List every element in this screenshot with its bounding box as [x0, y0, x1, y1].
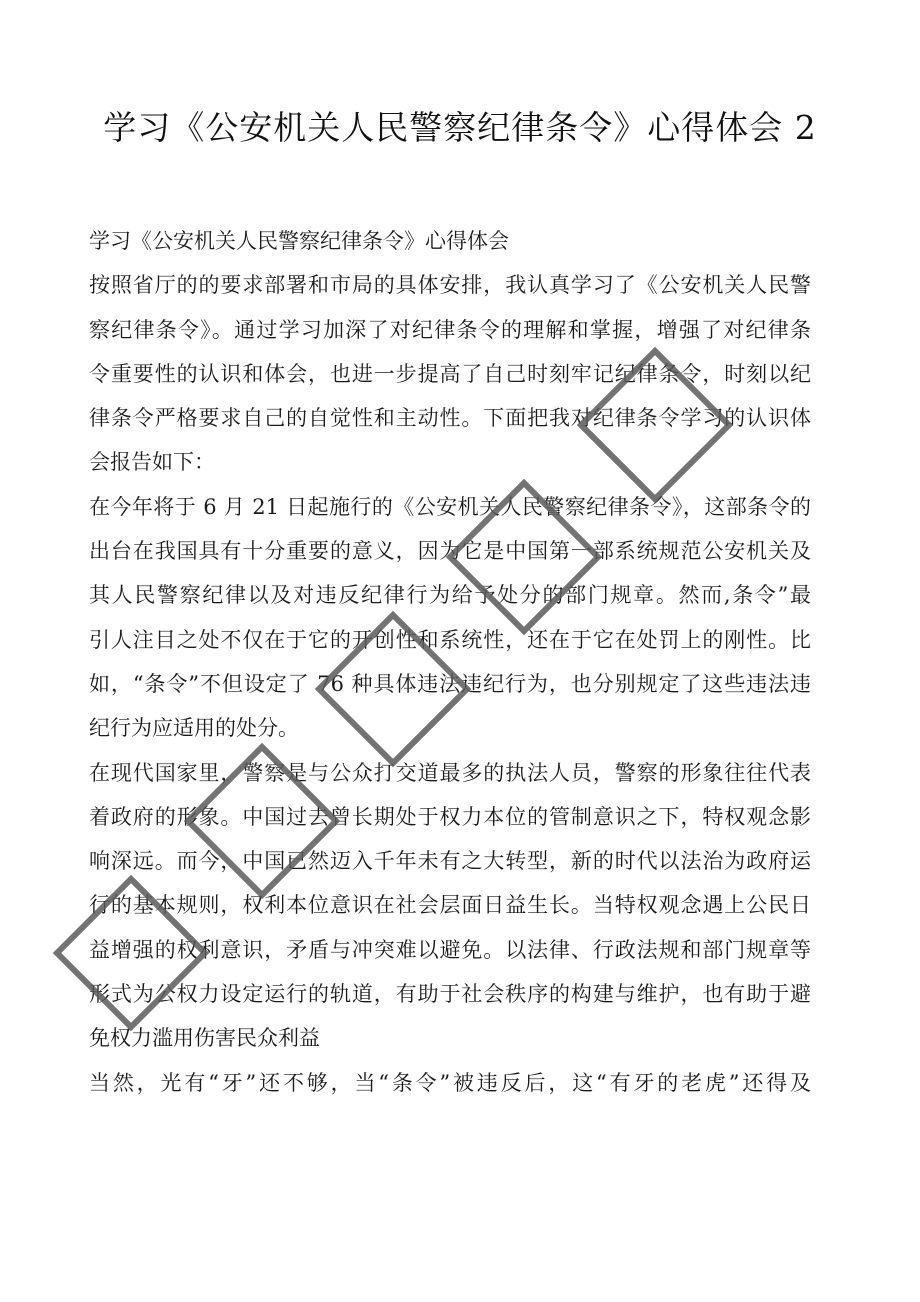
paragraph-line: 律条令严格要求自己的自觉性和主动性。下面把我对纪律条令学习的认识体 — [89, 406, 811, 431]
paragraph-line: 引人注目之处不仅在于它的开创性和系统性，还在于它在处罚上的刚性。比 — [89, 627, 811, 652]
paragraph-line: 察纪律条令》。通过学习加深了对纪律条令的理解和掌握，增强了对纪律条 — [89, 317, 811, 342]
paragraph-line: 行的基本规则，权利本位意识在社会层面日益生长。当特权观念遇上公民日 — [89, 893, 811, 918]
paragraph-line: 响深远。而今，中国已然迈入千年未有之大转型，新的时代以法治为政府运 — [89, 849, 811, 874]
paragraph-line: 出台在我国具有十分重要的意义，因为它是中国第一部系统规范公安机关及 — [89, 539, 811, 564]
paragraph-line: 当然，光有“牙”还不够，当“条令”被违反后，这“有牙的老虎”还得及 — [89, 1070, 811, 1095]
paragraph-line: 令重要性的认识和体会，也进一步提高了自己时刻牢记纪律条令，时刻以纪 — [89, 361, 811, 386]
paragraph-line: 纪行为应适用的处分。 — [89, 716, 299, 741]
document-body — [89, 219, 811, 1105]
paragraph-line: 如，“条令”不但设定了 76 种具体违法违纪行为，也分别规定了这些违法违 — [89, 671, 811, 696]
paragraph-line: 免权力滥用伤害民众利益 — [89, 1026, 320, 1051]
paragraph-line: 着政府的形象。中国过去曾长期处于权力本位的管制意识之下，特权观念影 — [89, 804, 811, 829]
paragraph-line: 按照省厅的的要求部署和市局的具体安排，我认真学习了《公安机关人民警 — [89, 273, 811, 298]
paragraph-line: 在今年将于 6 月 21 日起施行的《公安机关人民警察纪律条令》，这部条令的 — [89, 494, 811, 519]
paragraph-line: 学习《公安机关人民警察纪律条令》心得体会 — [89, 229, 509, 253]
paragraph-line: 形式为公权力设定运行的轨道，有助于社会秩序的构建与维护，也有助于避 — [89, 982, 811, 1007]
paragraph-line: 其人民警察纪律以及对违反纪律行为给予处分的部门规章。然而,条令”最 — [89, 583, 811, 608]
paragraph-line: 会报告如下： — [89, 450, 215, 475]
document-title: 学习《公安机关人民警察纪律条令》心得体会 2 — [103, 108, 817, 147]
paragraph-line: 在现代国家里，警察是与公众打交道最多的执法人员，警察的形象往往代表 — [89, 760, 811, 785]
paragraph-line: 益增强的权利意识，矛盾与冲突难以避免。以法律、行政法规和部门规章等 — [89, 937, 811, 962]
